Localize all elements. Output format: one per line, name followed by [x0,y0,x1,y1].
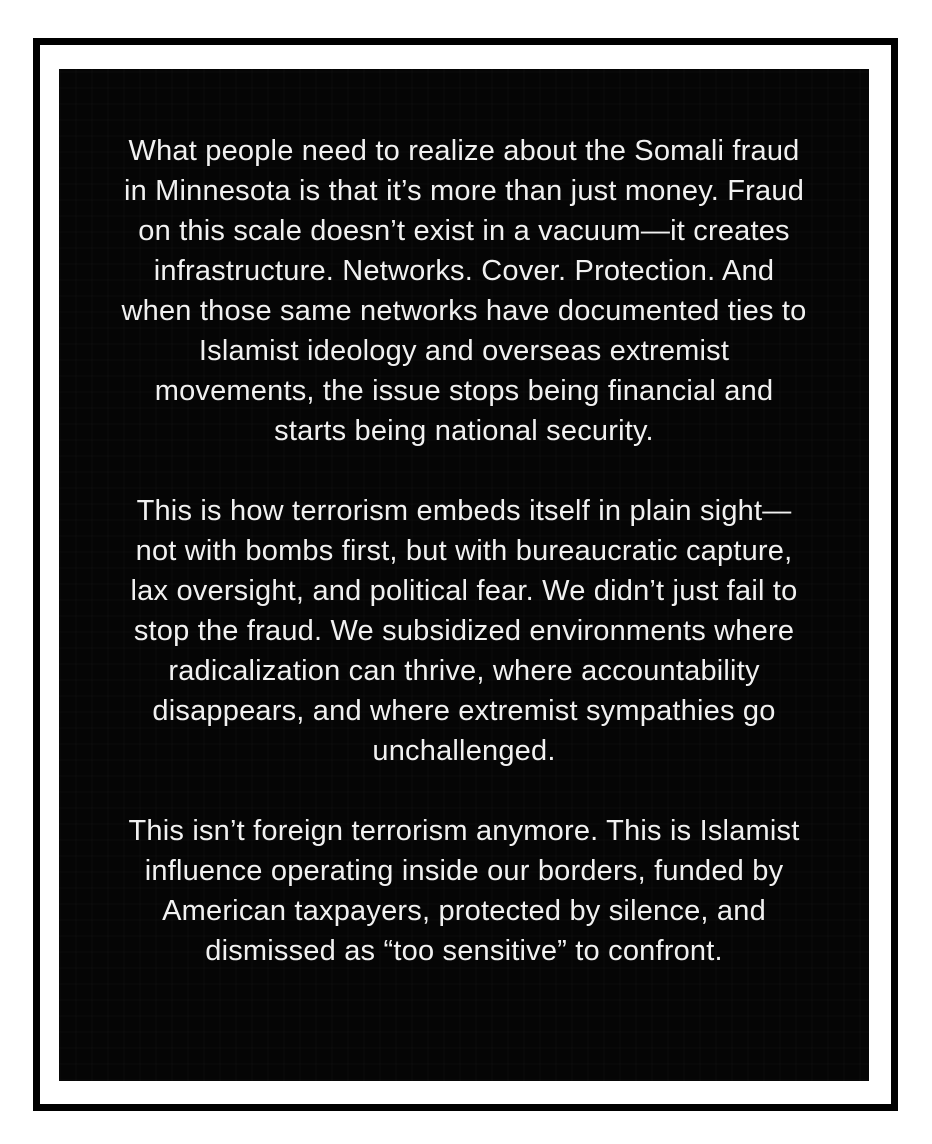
text-line: radicalization can thrive, where accountability [168,655,760,687]
text-line: unchallenged. [372,735,556,767]
text-line: Islamist ideology and overseas extremist [198,335,730,367]
text-line: lax oversight, and political fear. We didn’t just fail to [130,575,798,607]
paragraph-3 [59,811,869,971]
text-line: starts being national security. [274,415,654,447]
text-line: American taxpayers, protected by silence, and [162,895,766,927]
text-line: on this scale doesn’t exist in a vacuum—it creates [138,215,790,247]
paragraph-2 [59,491,869,771]
text-line: infrastructure. Networks. Cover. Protection. And [153,255,775,287]
paragraph-1 [59,131,869,451]
text-line: not with bombs first, but with bureaucratic capture, [135,535,793,567]
text-line: movements, the issue stops being financial and [154,375,774,407]
text-line: dismissed as “too sensitive” to confront. [205,935,723,967]
text-line: when those same networks have documented ties to [121,295,807,327]
quote-text-block [59,69,869,971]
text-line: influence operating inside our borders, funded by [144,855,784,887]
text-line: in Minnesota is that it’s more than just money. Fraud [123,175,805,207]
text-line: disappears, and where extremist sympathies go [152,695,776,727]
text-line: This isn’t foreign terrorism anymore. This is Islamist [128,815,800,847]
text-line: stop the fraud. We subsidized environments where [133,615,795,647]
quote-card [59,69,869,1081]
text-line: What people need to realize about the Somali fraud [128,135,800,167]
text-line: This is how terrorism embeds itself in plain sight— [136,495,792,527]
